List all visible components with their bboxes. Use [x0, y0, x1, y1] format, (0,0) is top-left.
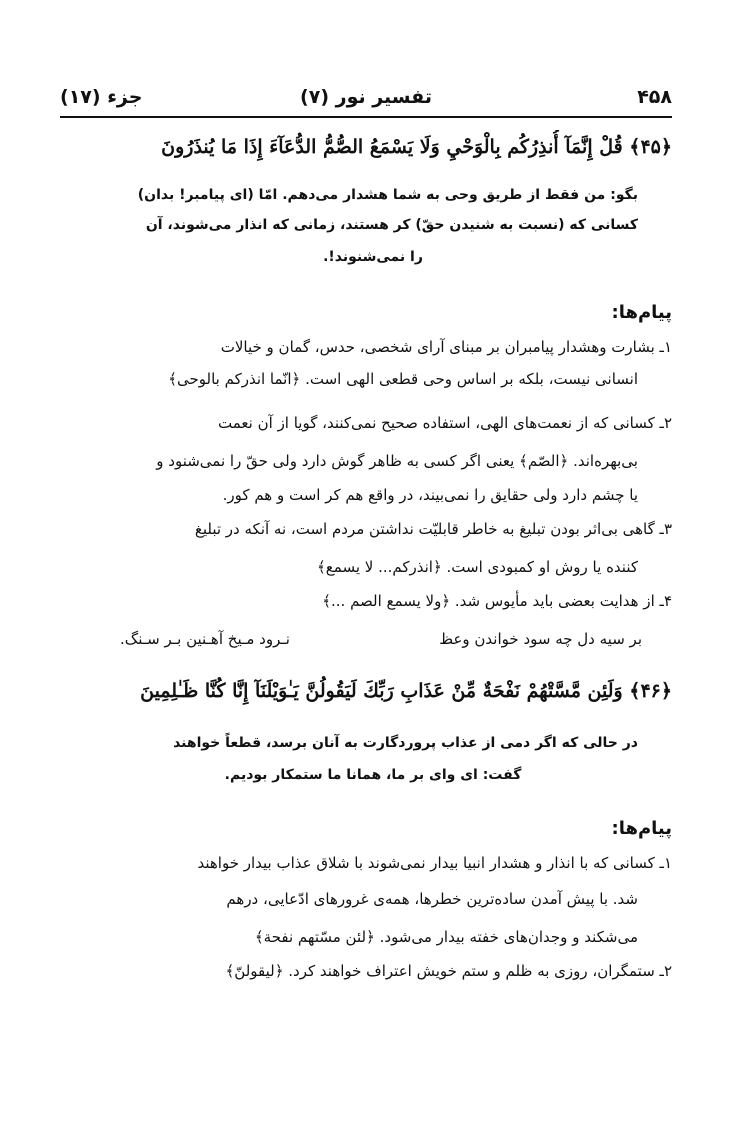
verse-45-arabic: ﴿۴۵﴾ قُلْ إِنَّمَآ أُنذِرُكُم بِالْوَحْيِ وَلَا يَسْمَعُ الصُّمُّ الدُّعَآءَ إِذَا مَا يُنذَرُونَ: [161, 136, 672, 158]
verse-45-translation-line: کسانی که (نسبت به شنیدن حقّ) کر هستند، زمانی که انذار می‌شوند، آن: [145, 217, 638, 233]
page-header: [60, 82, 672, 114]
message-line: بی‌بهره‌اند. ﴿الصّم﴾ یعنی اگر کسی به ظاهر گوش دارد ولی حقّ را نمی‌شنود و: [156, 452, 638, 470]
verse-46-arabic: ﴿۴۶﴾ وَلَئِن مَّسَّتْهُمْ نَفْحَةٌ مِّنْ عَذَابِ رَبِّكَ لَيَقُولُنَّ يَـٰوَيْلَنَآ إِنَّا كُنَّا ظَـٰلِمِينَ: [140, 680, 672, 702]
message-line: شد. با پیش آمدن ساده‌ترین خطرها، همه‌ی غرورهای ادّعایی، درهم: [226, 890, 638, 908]
message-line: ۲ـ ستمگران، روزی به ظلم و ستم خویش اعتراف خواهند کرد. ﴿ليقولنّ﴾: [225, 962, 672, 980]
message-line: انسانی نیست، بلکه بر اساس وحی قطعی الهی است. ﴿انّما انذركم بالوحی﴾: [168, 370, 638, 388]
message-line: کننده یا روش او کمبودی است. ﴿انذركم... لا يسمع﴾: [317, 558, 638, 576]
verse-45-translation-line: بگو: من فقط از طریق وحی به شما هشدار می‌دهم. امّا (ای پیامبر! بدان): [137, 187, 638, 203]
part-label: جزء (۱۷): [60, 86, 143, 108]
book-title: تفسیر نور (۷): [300, 86, 432, 108]
verse-45-translation-line: را نمی‌شنوند!.: [323, 249, 423, 265]
message-line: می‌شکند و وجدان‌های خفته بیدار می‌شود. ﴿لئن مسّتهم نفحة﴾: [254, 928, 638, 946]
messages-heading: پیام‌ها:: [611, 302, 672, 323]
message-line: ۱ـ بشارت وهشدار پیامبران بر مبنای آرای شخصی، حدس، گمان و خیالات: [220, 338, 672, 356]
message-line: ۲ـ کسانی که از نعمت‌های الهی، استفاده صحیح نمی‌کنند، گویا از آن نعمت: [218, 414, 672, 432]
page-number: ۴۵۸: [637, 86, 672, 108]
message-line: ۱ـ کسانی که با انذار و هشدار انبیا بیدار نمی‌شوند با شلاق عذاب بیدار خواهند: [197, 854, 672, 872]
poem-hemistich-2: نـرود مـیخ آهـنین بـر سـنگ.: [120, 630, 290, 648]
message-line: ۴ـ از هدایت بعضی باید مأیوس شد. ﴿ولا يسمع الصم ...﴾: [322, 592, 672, 610]
message-line: یا چشم دارد ولی حقایق را نمی‌بیند، در واقع هم کر است و هم کور.: [222, 486, 638, 504]
verse-46-translation-line: گفت: ای وای بر ما، همانا ما ستمکار بودیم.: [224, 767, 522, 783]
messages-heading: پیام‌ها:: [611, 818, 672, 839]
poem-couplet: [60, 624, 672, 654]
verse-46-translation-line: در حالی که اگر دمی از عذاب پروردگارت به آنان برسد، قطعاً خواهند: [173, 735, 638, 751]
header-rule: [60, 116, 672, 118]
message-line: ۳ـ گاهی بی‌اثر بودن تبلیغ به خاطر قابلیّت نداشتن مردم است، نه آنکه در تبلیغ: [194, 520, 672, 538]
poem-hemistich-1: بر سیه دل چه سود خواندن وعظ: [439, 630, 642, 648]
